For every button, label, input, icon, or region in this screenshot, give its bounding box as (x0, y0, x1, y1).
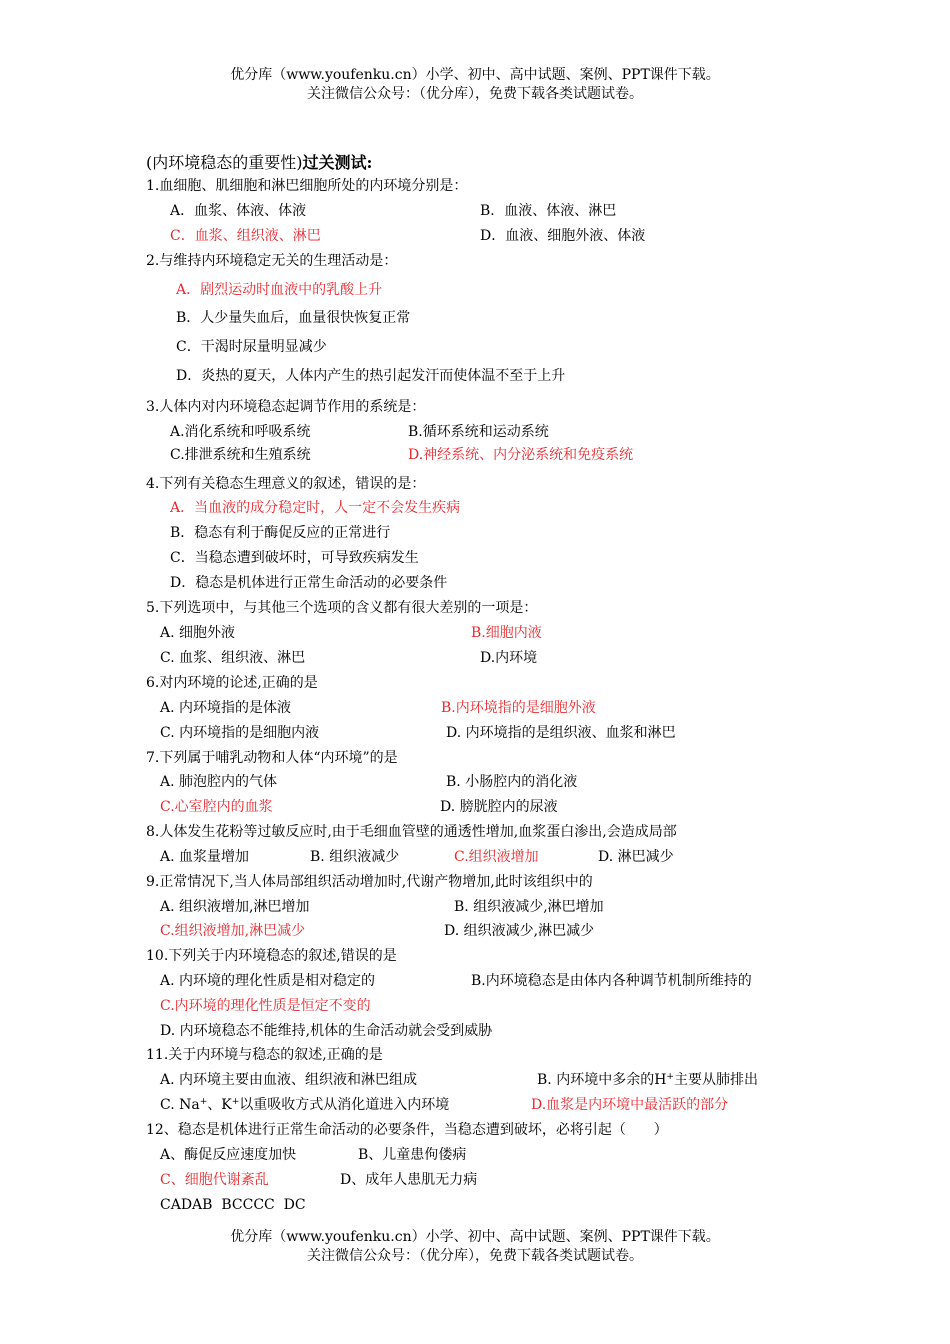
q8-option-a: A. 血浆量增加 (160, 849, 250, 865)
q11-stem: 11.关于内环境与稳态的叙述,正确的是 (146, 1047, 383, 1063)
q12-option-b: B、儿童患佝偻病 (358, 1147, 467, 1163)
q6-option-a: A. 内环境指的是体液 (160, 700, 292, 716)
q7-option-c: C.心室腔内的血浆 (160, 799, 273, 815)
q4-option-b: B．稳态有利于酶促反应的正常进行 (170, 525, 391, 541)
q8-option-d: D. 淋巴减少 (598, 849, 674, 865)
q11-option-c-post: 以重吸收方式从消化道进入内环境 (239, 1097, 450, 1113)
q6-option-d: D. 内环境指的是组织液、血浆和淋巴 (446, 725, 676, 741)
q4-option-d: D．稳态是机体进行正常生命活动的必要条件 (170, 575, 448, 591)
header-line-1: 优分库（www.youfenku.cn）小学、初中、高中试题、案例、PPT课件下载。 (230, 67, 720, 83)
footer-line-2: 关注微信公众号：（优分库），免费下载各类试题试卷。 (307, 1248, 643, 1264)
q1-stem: 1.血细胞、肌细胞和淋巴细胞所处的内环境分别是： (146, 178, 468, 194)
q12-option-a: A、酶促反应速度加快 (160, 1147, 297, 1163)
q5-option-a: A. 细胞外液 (160, 625, 236, 641)
q10-option-c: C.内环境的理化性质是恒定不变的 (160, 998, 371, 1014)
q3-option-c: C.排泄系统和生殖系统 (170, 447, 311, 463)
q3-option-a: A.消化系统和呼吸系统 (170, 424, 311, 440)
q11-option-b-sup: + (666, 1072, 674, 1082)
q6-option-b: B.内环境指的是细胞外液 (441, 700, 596, 716)
q1-option-b: B．血液、体液、淋巴 (480, 203, 617, 219)
q7-option-d: D. 膀胱腔内的尿液 (440, 799, 558, 815)
q9-option-c: C.组织液增加,淋巴减少 (160, 923, 306, 939)
q3-option-b: B.循环系统和运动系统 (408, 424, 549, 440)
q11-option-c-sup2: + (231, 1097, 240, 1107)
q11-option-b (537, 1070, 758, 1090)
q11-option-a: A. 内环境主要由血液、组织液和淋巴组成 (160, 1072, 418, 1088)
q10-option-d: D. 内环境稳态不能维持,机体的生命活动就会受到威胁 (160, 1023, 493, 1039)
q11-option-b-post: 主要从肺排出 (673, 1072, 758, 1088)
q2-option-b: B．人少量失血后，血量很快恢复正常 (176, 310, 411, 326)
q5-option-c: C. 血浆、组织液、淋巴 (160, 650, 306, 666)
q5-stem: 5.下列选项中，与其他三个选项的含义都有很大差别的一项是： (146, 600, 538, 616)
q6-stem: 6.对内环境的论述,正确的是 (146, 675, 318, 691)
q1-option-d: D．血液、细胞外液、体液 (480, 228, 646, 244)
q9-stem: 9.正常情况下,当人体局部组织活动增加时,代谢产物增加,此时该组织中的 (146, 874, 593, 890)
q10-stem: 10.下列关于内环境稳态的叙述,错误的是 (146, 948, 397, 964)
header-line-2: 关注微信公众号：（优分库），免费下载各类试题试卷。 (307, 86, 643, 102)
title-prefix: (内环境稳态的重要性) (146, 153, 303, 172)
title-main: 过关测试: (302, 153, 373, 172)
q11-option-c-mid: 、K (207, 1097, 232, 1113)
q11-option-b-pre: B. 内环境中多余的H (537, 1072, 667, 1088)
q1-option-a: A．血浆、体液、体液 (170, 203, 307, 219)
q7-option-a: A. 肺泡腔内的气体 (160, 774, 278, 790)
q4-option-a: A．当血液的成分稳定时，人一定不会发生疾病 (170, 500, 461, 516)
q3-stem: 3.人体内对内环境稳态起调节作用的系统是： (146, 399, 426, 415)
q2-stem: 2.与维持内环境稳定无关的生理活动是： (146, 253, 398, 269)
q9-option-b: B. 组织液减少,淋巴增加 (454, 899, 604, 915)
q7-option-b: B. 小肠腔内的消化液 (446, 774, 578, 790)
q12-option-c: C、细胞代谢紊乱 (160, 1172, 269, 1188)
q2-option-a: A．剧烈运动时血液中的乳酸上升 (176, 282, 383, 298)
q6-option-c: C. 内环境指的是细胞内液 (160, 725, 320, 741)
q11-option-c (160, 1095, 449, 1115)
q12-option-d: D、成年人患肌无力病 (340, 1172, 478, 1188)
page-title (146, 150, 372, 173)
q8-option-b: B. 组织液减少 (310, 849, 400, 865)
answer-key: CADAB BCCCC DC (160, 1197, 306, 1213)
q4-stem: 4.下列有关稳态生理意义的叙述，错误的是： (146, 476, 426, 492)
q7-stem: 7.下列属于哺乳动物和人体“内环境”的是 (146, 750, 398, 766)
q2-option-c: C．干渴时尿量明显减少 (176, 339, 327, 355)
q11-option-d: D.血浆是内环境中最活跃的部分 (531, 1097, 729, 1113)
q11-option-c-pre: C. Na (160, 1097, 200, 1113)
q8-stem: 8.人体发生花粉等过敏反应时,由于毛细血管壁的通透性增加,血浆蛋白渗出,会造成局部 (146, 824, 677, 840)
q5-option-b: B.细胞内液 (471, 625, 542, 641)
q1-option-c: C．血浆、组织液、淋巴 (170, 228, 321, 244)
page-footer (0, 1228, 950, 1266)
q2-option-d: D．炎热的夏天，人体内产生的热引起发汗而使体温不至于上升 (176, 368, 566, 384)
q11-option-c-sup1: + (199, 1097, 208, 1107)
q12-stem: 12、稳态是机体进行正常生命活动的必要条件，当稳态遭到破坏，必将引起（ ） (146, 1122, 668, 1138)
q9-option-a: A. 组织液增加,淋巴增加 (160, 899, 310, 915)
q8-option-c: C.组织液增加 (454, 849, 539, 865)
q9-option-d: D. 组织液减少,淋巴减少 (444, 923, 595, 939)
q10-option-a: A. 内环境的理化性质是相对稳定的 (160, 973, 376, 989)
q4-option-c: C．当稳态遭到破坏时，可导致疾病发生 (170, 550, 419, 566)
q10-option-b: B.内环境稳态是由体内各种调节机制所维持的 (471, 973, 752, 989)
footer-line-1: 优分库（www.youfenku.cn）小学、初中、高中试题、案例、PPT课件下载。 (230, 1229, 720, 1245)
q5-option-d: D.内环境 (480, 650, 538, 666)
page-header (0, 66, 950, 104)
q3-option-d: D.神经系统、内分泌系统和免疫系统 (408, 447, 634, 463)
